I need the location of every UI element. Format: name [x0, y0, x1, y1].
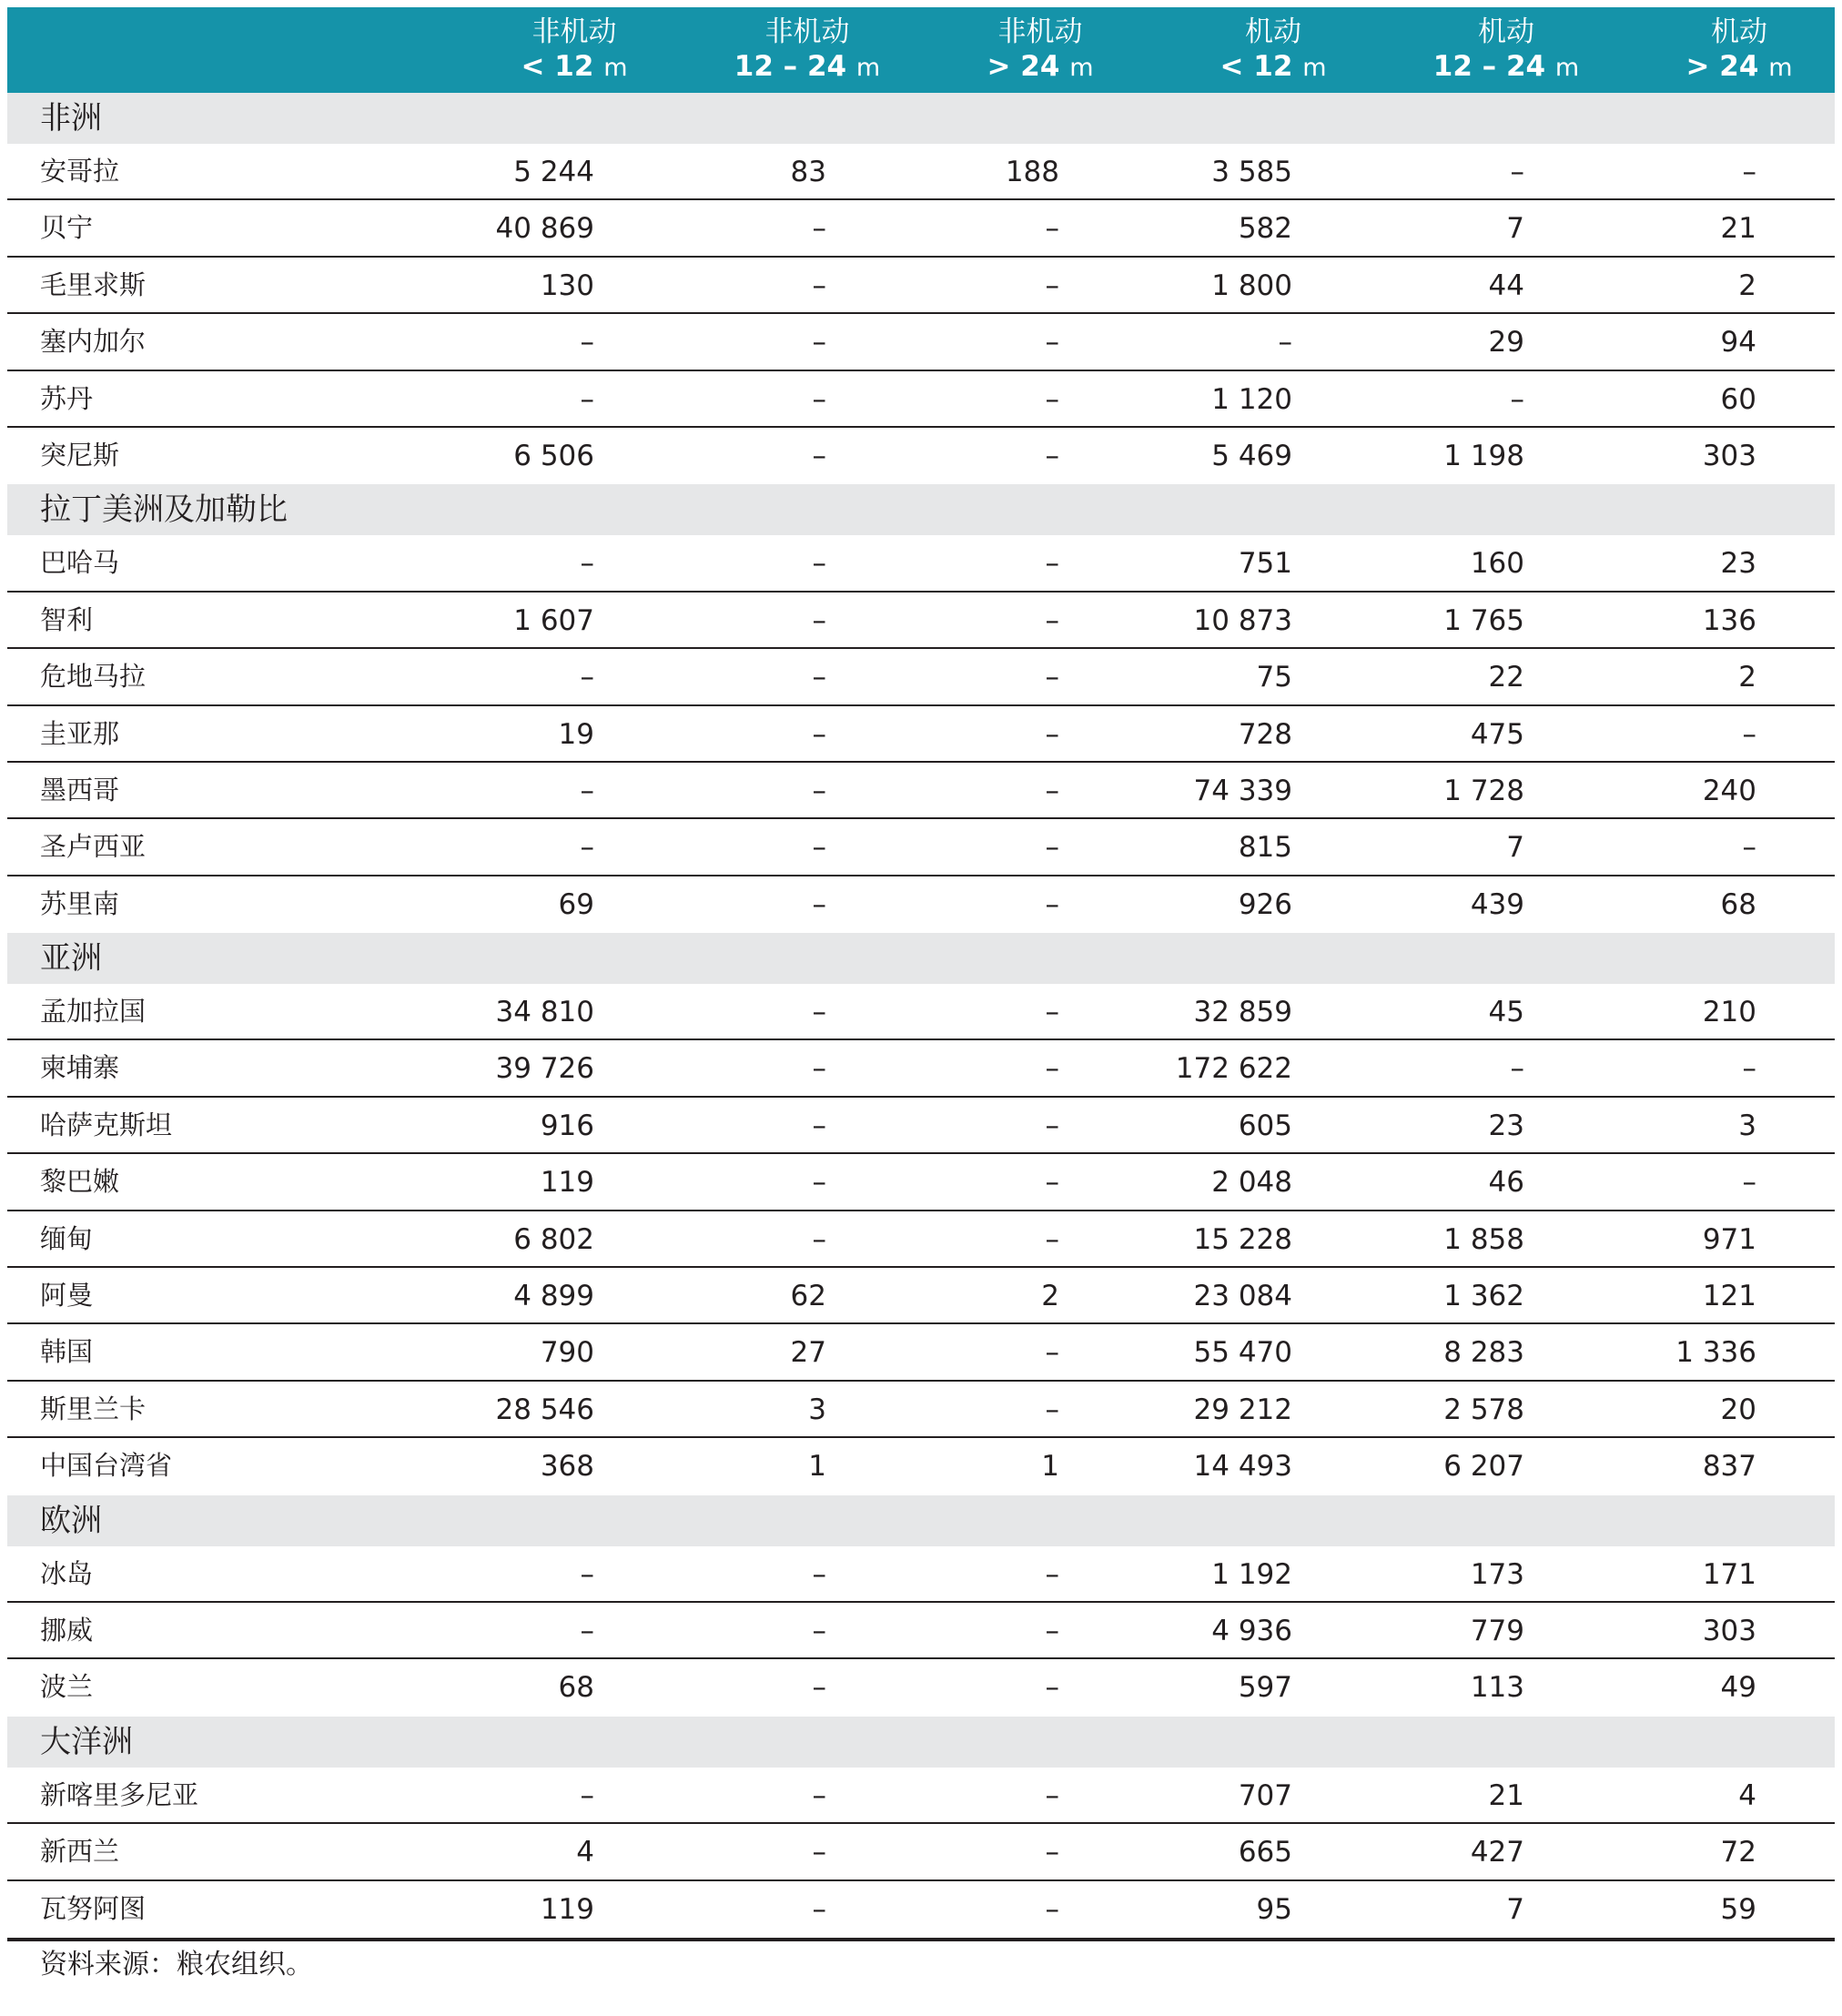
table-cell: – — [1742, 1166, 1756, 1200]
table-cell: – — [812, 1052, 826, 1086]
table-row — [7, 144, 1835, 200]
country-name: 挪威 — [40, 1614, 94, 1646]
table-cell: 21 — [1488, 1778, 1524, 1812]
table-cell: – — [1045, 1557, 1059, 1591]
table-cell: 4 — [1738, 1778, 1756, 1812]
column-header-size — [924, 49, 1157, 86]
table-cell: 1 336 — [1675, 1336, 1756, 1370]
table-cell: – — [812, 1671, 826, 1705]
table-cell: 1 858 — [1443, 1222, 1524, 1256]
table-cell: 4 936 — [1211, 1614, 1292, 1647]
table-cell: 3 — [1738, 1109, 1756, 1142]
table-cell: 74 339 — [1193, 774, 1292, 807]
table-cell: 1 198 — [1443, 439, 1524, 472]
country-name: 冰岛 — [40, 1557, 94, 1589]
table-row — [7, 1040, 1835, 1097]
table-cell: 1 120 — [1211, 382, 1292, 416]
table-cell: – — [1045, 382, 1059, 416]
table-header — [7, 7, 1835, 93]
table-cell: – — [1045, 1892, 1059, 1926]
table-row — [7, 428, 1835, 484]
country-name: 斯里兰卡 — [40, 1393, 147, 1424]
table-cell: 5 469 — [1211, 439, 1292, 472]
table-cell: – — [812, 603, 826, 637]
table-cell: – — [1742, 156, 1756, 188]
table-cell: – — [812, 1836, 826, 1869]
table-cell: – — [812, 831, 826, 865]
column-header-size — [458, 49, 691, 86]
column-header-size — [1623, 49, 1842, 86]
table-cell: 597 — [1238, 1671, 1292, 1705]
table-cell: – — [1742, 831, 1756, 865]
column-header-unit: m — [603, 54, 628, 82]
table-cell: 28 546 — [495, 1393, 594, 1426]
table-row — [7, 819, 1835, 876]
table-cell: – — [812, 1166, 826, 1200]
table-cell: – — [1045, 661, 1059, 694]
table-cell: – — [1045, 603, 1059, 637]
table-cell: 23 — [1720, 547, 1756, 581]
vessel-table — [7, 7, 1835, 1989]
table-cell: – — [580, 1778, 594, 1812]
region-heading: 欧洲 — [7, 1495, 1835, 1546]
table-cell: 23 — [1488, 1109, 1524, 1142]
table-row — [7, 1546, 1835, 1603]
table-cell: – — [580, 831, 594, 865]
column-header-range: 12 – 24 — [734, 50, 847, 83]
table-cell: 49 — [1720, 1671, 1756, 1705]
table-row — [7, 763, 1835, 819]
country-name: 新喀里多尼亚 — [40, 1778, 199, 1810]
column-header-category: 非机动 — [764, 15, 850, 48]
table-cell: 172 622 — [1175, 1052, 1292, 1086]
table-cell: 3 585 — [1211, 156, 1292, 188]
country-name: 圭亚那 — [40, 717, 120, 749]
table-cell: 728 — [1238, 717, 1292, 751]
table-cell: – — [1510, 382, 1524, 416]
table-cell: – — [812, 547, 826, 581]
column-header — [458, 15, 691, 86]
table-cell: 4 899 — [513, 1280, 594, 1313]
table-cell: 68 — [558, 1671, 594, 1705]
country-name: 新西兰 — [40, 1836, 120, 1868]
table-row — [7, 1268, 1835, 1324]
table-cell: – — [812, 996, 826, 1029]
country-name: 圣卢西亚 — [40, 831, 147, 863]
table-cell: 10 873 — [1193, 603, 1292, 637]
column-header-category: 机动 — [1711, 15, 1767, 48]
column-header-unit: m — [1554, 54, 1580, 82]
table-cell: – — [1045, 774, 1059, 807]
table-cell: 7 — [1506, 831, 1524, 865]
table-row — [7, 649, 1835, 705]
table-cell: – — [812, 1109, 826, 1142]
table-cell: 4 — [576, 1836, 594, 1869]
column-header-unit: m — [1302, 54, 1327, 82]
column-header-range: > 24 — [1685, 50, 1759, 83]
column-header-range: 12 – 24 — [1432, 50, 1546, 83]
table-cell: 39 726 — [495, 1052, 594, 1086]
table-cell: – — [1045, 717, 1059, 751]
column-header-range: < 12 — [521, 50, 594, 83]
table-cell: 1 765 — [1443, 603, 1524, 637]
table-cell: – — [580, 1557, 594, 1591]
column-header — [1157, 15, 1390, 86]
table-cell: 46 — [1488, 1166, 1524, 1200]
table-cell: 6 207 — [1443, 1450, 1524, 1484]
table-cell: 7 — [1506, 212, 1524, 246]
table-cell: – — [1045, 439, 1059, 472]
table-cell: 790 — [540, 1336, 594, 1370]
table-cell: 1 — [808, 1450, 826, 1484]
table-cell: 303 — [1702, 1614, 1756, 1647]
table-cell: 27 — [790, 1336, 826, 1370]
table-row — [7, 258, 1835, 314]
table-cell: 427 — [1470, 1836, 1524, 1869]
table-cell: 1 362 — [1443, 1280, 1524, 1313]
country-name: 黎巴嫩 — [40, 1166, 120, 1198]
table-cell: – — [580, 326, 594, 360]
table-cell: 29 — [1488, 326, 1524, 360]
table-cell: 160 — [1470, 547, 1524, 581]
source-note: 资料来源：粮农组织。 — [40, 1948, 313, 1981]
header-blank — [7, 7, 458, 93]
table-cell: 14 493 — [1193, 1450, 1292, 1484]
table-cell: – — [1045, 1671, 1059, 1705]
table-cell: – — [1742, 717, 1756, 751]
column-header-size — [1157, 49, 1390, 86]
table-cell: – — [580, 382, 594, 416]
table-cell: – — [812, 439, 826, 472]
column-header-size — [1390, 49, 1623, 86]
region-heading: 非洲 — [7, 93, 1835, 144]
table-cell: 1 192 — [1211, 1557, 1292, 1591]
table-cell: 605 — [1238, 1109, 1292, 1142]
table-row — [7, 1881, 1835, 1938]
table-cell: – — [1742, 1052, 1756, 1086]
table-cell: 113 — [1470, 1671, 1524, 1705]
table-cell: 6 802 — [513, 1222, 594, 1256]
table-cell: 1 607 — [513, 603, 594, 637]
table-cell: – — [580, 661, 594, 694]
table-cell: – — [580, 547, 594, 581]
table-cell: 34 810 — [495, 996, 594, 1029]
table-row — [7, 706, 1835, 763]
table-cell: – — [580, 1614, 594, 1647]
table-cell: – — [812, 1614, 826, 1647]
table-row — [7, 593, 1835, 649]
table-cell: 1 800 — [1211, 268, 1292, 302]
table-cell: 751 — [1238, 547, 1292, 581]
country-name: 贝宁 — [40, 212, 94, 244]
table-row — [7, 535, 1835, 592]
table-cell: – — [1045, 212, 1059, 246]
country-name: 瓦努阿图 — [40, 1892, 147, 1924]
country-name: 孟加拉国 — [40, 996, 147, 1028]
column-header — [924, 15, 1157, 86]
table-cell: 59 — [1720, 1892, 1756, 1926]
column-header-category: 机动 — [1245, 15, 1301, 48]
table-row — [7, 1098, 1835, 1154]
table-cell: 2 — [1738, 268, 1756, 302]
table-cell: 72 — [1720, 1836, 1756, 1869]
table-cell: – — [1045, 1393, 1059, 1426]
table-cell: 210 — [1702, 996, 1756, 1029]
table-cell: 240 — [1702, 774, 1756, 807]
table-cell: 83 — [790, 156, 826, 188]
table-cell: 119 — [540, 1892, 594, 1926]
table-row — [7, 371, 1835, 428]
table-cell: 29 212 — [1193, 1393, 1292, 1426]
table-cell: 779 — [1470, 1614, 1524, 1647]
table-cell: 173 — [1470, 1557, 1524, 1591]
table-cell: – — [812, 774, 826, 807]
table-cell: 45 — [1488, 996, 1524, 1029]
table-cell: – — [1045, 1109, 1059, 1142]
table-cell: 32 859 — [1193, 996, 1292, 1029]
country-name: 墨西哥 — [40, 774, 120, 805]
table-cell: – — [812, 717, 826, 751]
table-cell: 68 — [1720, 887, 1756, 921]
table-cell: 69 — [558, 887, 594, 921]
table-cell: 171 — [1702, 1557, 1756, 1591]
column-header-range: < 12 — [1220, 50, 1293, 83]
column-header-unit: m — [855, 54, 881, 82]
country-name: 塞内加尔 — [40, 326, 147, 358]
table-cell: – — [812, 1778, 826, 1812]
table-cell: 5 244 — [513, 156, 594, 188]
table-cell: 136 — [1702, 603, 1756, 637]
table-row — [7, 1324, 1835, 1381]
table-row — [7, 1382, 1835, 1438]
table-row — [7, 1211, 1835, 1268]
table-cell: – — [812, 1557, 826, 1591]
column-header-unit: m — [1768, 54, 1793, 82]
country-name: 缅甸 — [40, 1222, 94, 1254]
column-header — [1623, 15, 1842, 86]
table-cell: 94 — [1720, 326, 1756, 360]
table-cell: 60 — [1720, 382, 1756, 416]
region-heading: 亚洲 — [7, 933, 1835, 984]
table-cell: – — [1045, 268, 1059, 302]
table-row — [7, 1154, 1835, 1211]
table-cell: 22 — [1488, 661, 1524, 694]
column-header-category: 机动 — [1478, 15, 1534, 48]
table-cell: – — [812, 1222, 826, 1256]
column-header-category: 非机动 — [531, 15, 617, 48]
country-name: 中国台湾省 — [40, 1450, 173, 1482]
header-columns — [458, 7, 1835, 93]
table-cell: – — [1045, 326, 1059, 360]
table-row — [7, 1824, 1835, 1880]
table-cell: 19 — [558, 717, 594, 751]
table-cell: – — [1045, 831, 1059, 865]
table-row — [7, 1603, 1835, 1659]
table-row — [7, 984, 1835, 1040]
table-cell: – — [812, 212, 826, 246]
country-name: 波兰 — [40, 1671, 94, 1703]
table-cell: 3 — [808, 1393, 826, 1426]
table-row — [7, 1438, 1835, 1494]
table-cell: – — [812, 887, 826, 921]
country-name: 苏丹 — [40, 382, 94, 414]
table-cell: – — [812, 326, 826, 360]
country-name: 苏里南 — [40, 887, 120, 919]
table-cell: 439 — [1470, 887, 1524, 921]
table-cell: 20 — [1720, 1393, 1756, 1426]
table-cell: 2 — [1041, 1280, 1059, 1313]
table-cell: 55 470 — [1193, 1336, 1292, 1370]
column-header-range: > 24 — [987, 50, 1060, 83]
table-cell: 582 — [1238, 212, 1292, 246]
table-cell: – — [812, 268, 826, 302]
table-cell: – — [812, 1892, 826, 1926]
country-name: 柬埔寨 — [40, 1052, 120, 1084]
table-cell: 2 048 — [1211, 1166, 1292, 1200]
country-name: 智利 — [40, 603, 94, 635]
table-cell: 119 — [540, 1166, 594, 1200]
table-cell: 15 228 — [1193, 1222, 1292, 1256]
table-cell: 815 — [1238, 831, 1292, 865]
table-body — [7, 93, 1835, 1938]
table-cell: – — [580, 774, 594, 807]
country-name: 毛里求斯 — [40, 268, 147, 300]
table-cell: 21 — [1720, 212, 1756, 246]
region-heading: 大洋洲 — [7, 1717, 1835, 1768]
table-cell: – — [1045, 1052, 1059, 1086]
table-cell: 6 506 — [513, 439, 594, 472]
table-cell: 475 — [1470, 717, 1524, 751]
column-header-size — [691, 49, 924, 86]
table-row — [7, 876, 1835, 933]
table-cell: 837 — [1702, 1450, 1756, 1484]
table-cell: 2 — [1738, 661, 1756, 694]
table-cell: 62 — [790, 1280, 826, 1313]
table-cell: 130 — [540, 268, 594, 302]
table-cell: 2 578 — [1443, 1393, 1524, 1426]
table-cell: 121 — [1702, 1280, 1756, 1313]
table-cell: – — [1045, 1614, 1059, 1647]
table-cell: – — [1510, 156, 1524, 188]
table-cell: – — [1045, 1166, 1059, 1200]
table-cell: – — [1045, 1836, 1059, 1869]
country-name: 突尼斯 — [40, 439, 120, 471]
table-cell: 971 — [1702, 1222, 1756, 1256]
table-cell: 188 — [1005, 156, 1059, 188]
table-cell: – — [1045, 887, 1059, 921]
country-name: 阿曼 — [40, 1280, 94, 1312]
table-cell: – — [1510, 1052, 1524, 1086]
table-cell: – — [1045, 1336, 1059, 1370]
table-cell: – — [1045, 547, 1059, 581]
table-row — [7, 1768, 1835, 1824]
table-cell: – — [812, 661, 826, 694]
table-cell: 75 — [1256, 661, 1292, 694]
table-cell: 44 — [1488, 268, 1524, 302]
region-heading: 拉丁美洲及加勒比 — [7, 484, 1835, 535]
country-name: 危地马拉 — [40, 661, 147, 693]
column-header — [691, 15, 924, 86]
table-cell: 8 283 — [1443, 1336, 1524, 1370]
table-cell: 707 — [1238, 1778, 1292, 1812]
table-cell: 1 — [1041, 1450, 1059, 1484]
table-cell: 303 — [1702, 439, 1756, 472]
table-cell: 368 — [540, 1450, 594, 1484]
country-name: 韩国 — [40, 1336, 94, 1368]
table-cell: 926 — [1238, 887, 1292, 921]
table-row — [7, 314, 1835, 370]
table-cell: 95 — [1256, 1892, 1292, 1926]
column-header — [1390, 15, 1623, 86]
table-cell: – — [1278, 326, 1292, 360]
column-header-category: 非机动 — [997, 15, 1083, 48]
table-cell: 665 — [1238, 1836, 1292, 1869]
table-row — [7, 200, 1835, 257]
table-cell: – — [812, 382, 826, 416]
country-name: 哈萨克斯坦 — [40, 1109, 173, 1140]
table-cell: 7 — [1506, 1892, 1524, 1926]
table-cell: 916 — [540, 1109, 594, 1142]
table-cell: – — [1045, 1778, 1059, 1812]
country-name: 安哥拉 — [40, 156, 120, 187]
column-header-unit: m — [1069, 54, 1094, 82]
table-cell: 40 869 — [495, 212, 594, 246]
table-cell: 1 728 — [1443, 774, 1524, 807]
country-name: 巴哈马 — [40, 547, 120, 579]
table-cell: – — [1045, 1222, 1059, 1256]
table-row — [7, 1659, 1835, 1716]
table-cell: 23 084 — [1193, 1280, 1292, 1313]
table-cell: – — [1045, 996, 1059, 1029]
